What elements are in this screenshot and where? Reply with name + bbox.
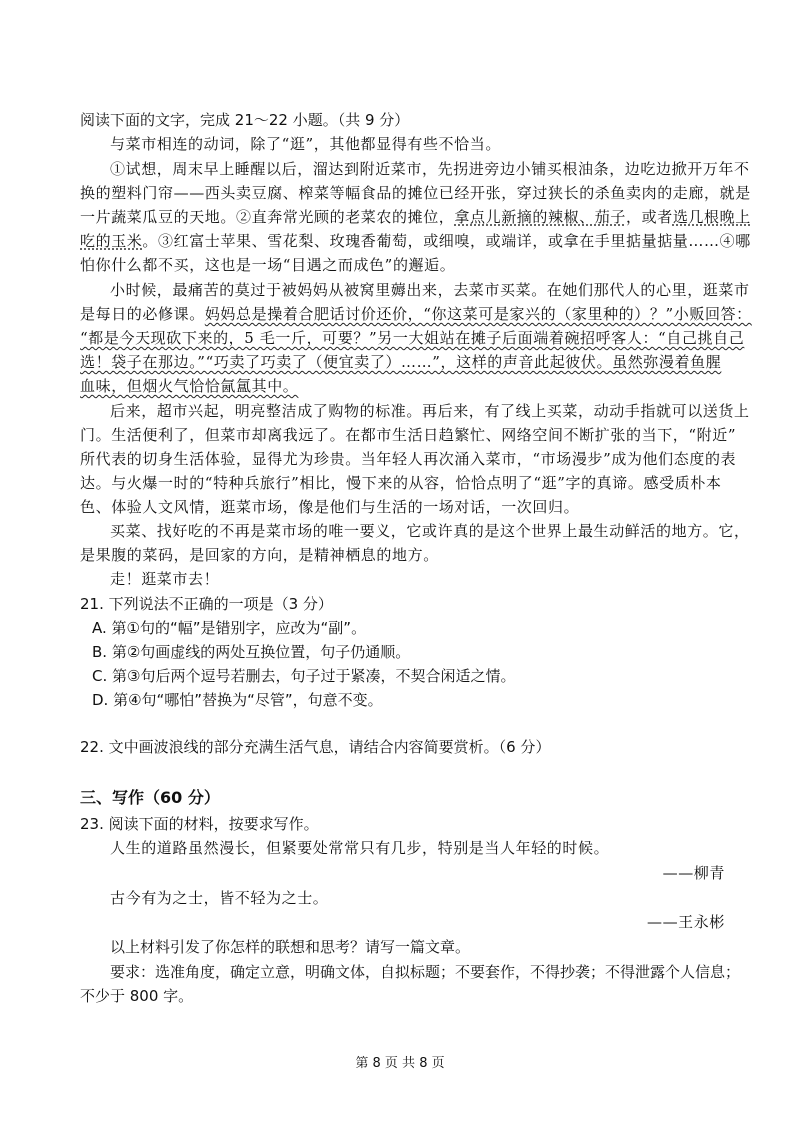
passage-text: 。③红富士苹果、雪花梨、玫瑰香葡萄，或细嗅，或端详，或拿在手里掂量掂量……④哪 <box>142 232 751 250</box>
passage-line: 走！逛菜市去！ <box>110 570 220 588</box>
dotted-phrase: 拿点儿新摘的辣椒、茄子 <box>454 208 627 226</box>
passage-line <box>80 303 752 325</box>
writing-requirements-cont: 不少于 800 字。 <box>80 987 194 1005</box>
passage-line: ①试想，周末早上睡醒以后，溜达到附近菜市，先拐进旁边小铺买根油条，边吃边掀开万年不 <box>110 160 750 178</box>
passage-line: 怕你什么都不买，这也是一场“目遇之而成色”的邂逅。 <box>80 256 456 274</box>
question-21-stem: 21. 下列说法不正确的一项是（3 分） <box>80 595 333 613</box>
question-21-option-a: A. 第①句的“幅”是错别字，应改为“副”。 <box>92 619 367 637</box>
passage-line: 后来，超市兴起，明亮整洁成了购物的标准。再后来，有了线上买菜，动动手指就可以送货上 <box>110 402 750 420</box>
passage-text: ，或者 <box>626 208 673 226</box>
writing-prompt: 以上材料引发了你怎样的联想和思考？请写一篇文章。 <box>110 938 471 956</box>
section-heading: 三、写作（60 分） <box>80 788 220 807</box>
passage-line: 小时候，最痛苦的莫过于被妈妈从被窝里薅出来，去菜市买菜。在她们那代人的心里，逛菜市 <box>110 281 750 299</box>
passage-line: 所代表的切身生活体验，显得尤为珍贵。当年轻人再次涌入菜市，“市场漫步”成为他们态度的表 <box>80 450 737 468</box>
passage-line <box>80 327 745 349</box>
passage-lead: 与菜市相连的动词，除了“逛”，其他都显得有些不恰当。 <box>110 135 501 153</box>
dotted-phrase: 吃的玉米 <box>80 232 143 250</box>
material-quote: 古今有为之士，皆不轻为之士。 <box>110 889 329 907</box>
passage-line: 达。与火爆一时的“特种兵旅行”相比，慢下来的从容，恰恰点明了“逛”字的真谛。感受质朴本 <box>80 474 722 492</box>
passage-line <box>80 206 751 228</box>
wavy-phrase: 选！袋子在那边。”“巧卖了巧卖了（便宜卖了）……”，这样的声音此起彼伏。虽然弥漫着鱼腥 <box>80 353 722 371</box>
passage-line: 色、体验人文风情，逛菜市场，像是他们与生活的一场对话，一次回归。 <box>80 498 580 516</box>
writing-requirements: 要求：选准角度，确定立意，明确文体，自拟标题；不要套作，不得抄袭；不得泄露个人信息； <box>110 963 741 981</box>
passage-line: 是果腹的菜码，是回家的方向，是精神栖息的地方。 <box>80 546 439 564</box>
question-21-option-c: C. 第③句后两个逗号若删去，句子过于紧凑，不契合闲适之情。 <box>92 667 516 685</box>
passage-line: 买菜、找好吃的不再是菜市场的唯一要义，它或许真的是这个世界上最生动鲜活的地方。它， <box>110 522 750 540</box>
question-23-stem: 23. 阅读下面的材料，按要求写作。 <box>80 815 319 833</box>
wavy-phrase: 妈妈总是操着合肥话讨价还价，“你这菜可是家兴的（家里种的）？”小贩回答： <box>204 305 752 323</box>
material-author: ——王永彬 <box>646 913 725 931</box>
material-quote: 人生的道路虽然漫长，但紧要处常常只有几步，特别是当人年轻的时候。 <box>110 839 610 857</box>
material-author: ——柳青 <box>662 864 725 882</box>
question-21-option-d: D. 第④句“哪怕”替换为“尽管”，句意不变。 <box>92 691 383 709</box>
question-22: 22. 文中画波浪线的部分充满生活气息，请结合内容简要赏析。（6 分） <box>80 738 551 756</box>
passage-text: 一片蔬菜瓜豆的天地。②直奔常光顾的老菜农的摊位， <box>80 208 455 226</box>
passage-line <box>80 230 751 252</box>
passage-line <box>80 375 725 397</box>
passage-text: 是每日的必修课。 <box>80 305 205 323</box>
question-21-option-b: B. 第②句画虚线的两处互换位置，句子仍通顺。 <box>92 643 411 661</box>
dotted-phrase: 选几根晚上 <box>672 208 751 226</box>
reading-instruction: 阅读下面的文字，完成 21～22 小题。（共 9 分） <box>80 111 410 129</box>
wavy-phrase: 血味，但烟火气恰恰氤氲其中。 <box>80 377 299 395</box>
wavy-phrase: “都是今天现砍下来的，5 毛一斤，可要？”另一大姐站在摊子后面端着碗招呼客人：“自己挑自己 <box>80 329 745 347</box>
passage-line: 门。生活便利了，但菜市却离我远了。在都市生活日趋繁忙、网络空间不断扩张的当下，“附近” <box>80 426 737 444</box>
passage-line: 换的塑料门帘——西头卖豆腐、榨菜等幅食品的摊位已经开张，穿过狭长的杀鱼卖肉的走廊，就是 <box>80 184 751 202</box>
passage-line <box>80 351 725 373</box>
page-number: 第 8 页 共 8 页 <box>355 1056 445 1071</box>
